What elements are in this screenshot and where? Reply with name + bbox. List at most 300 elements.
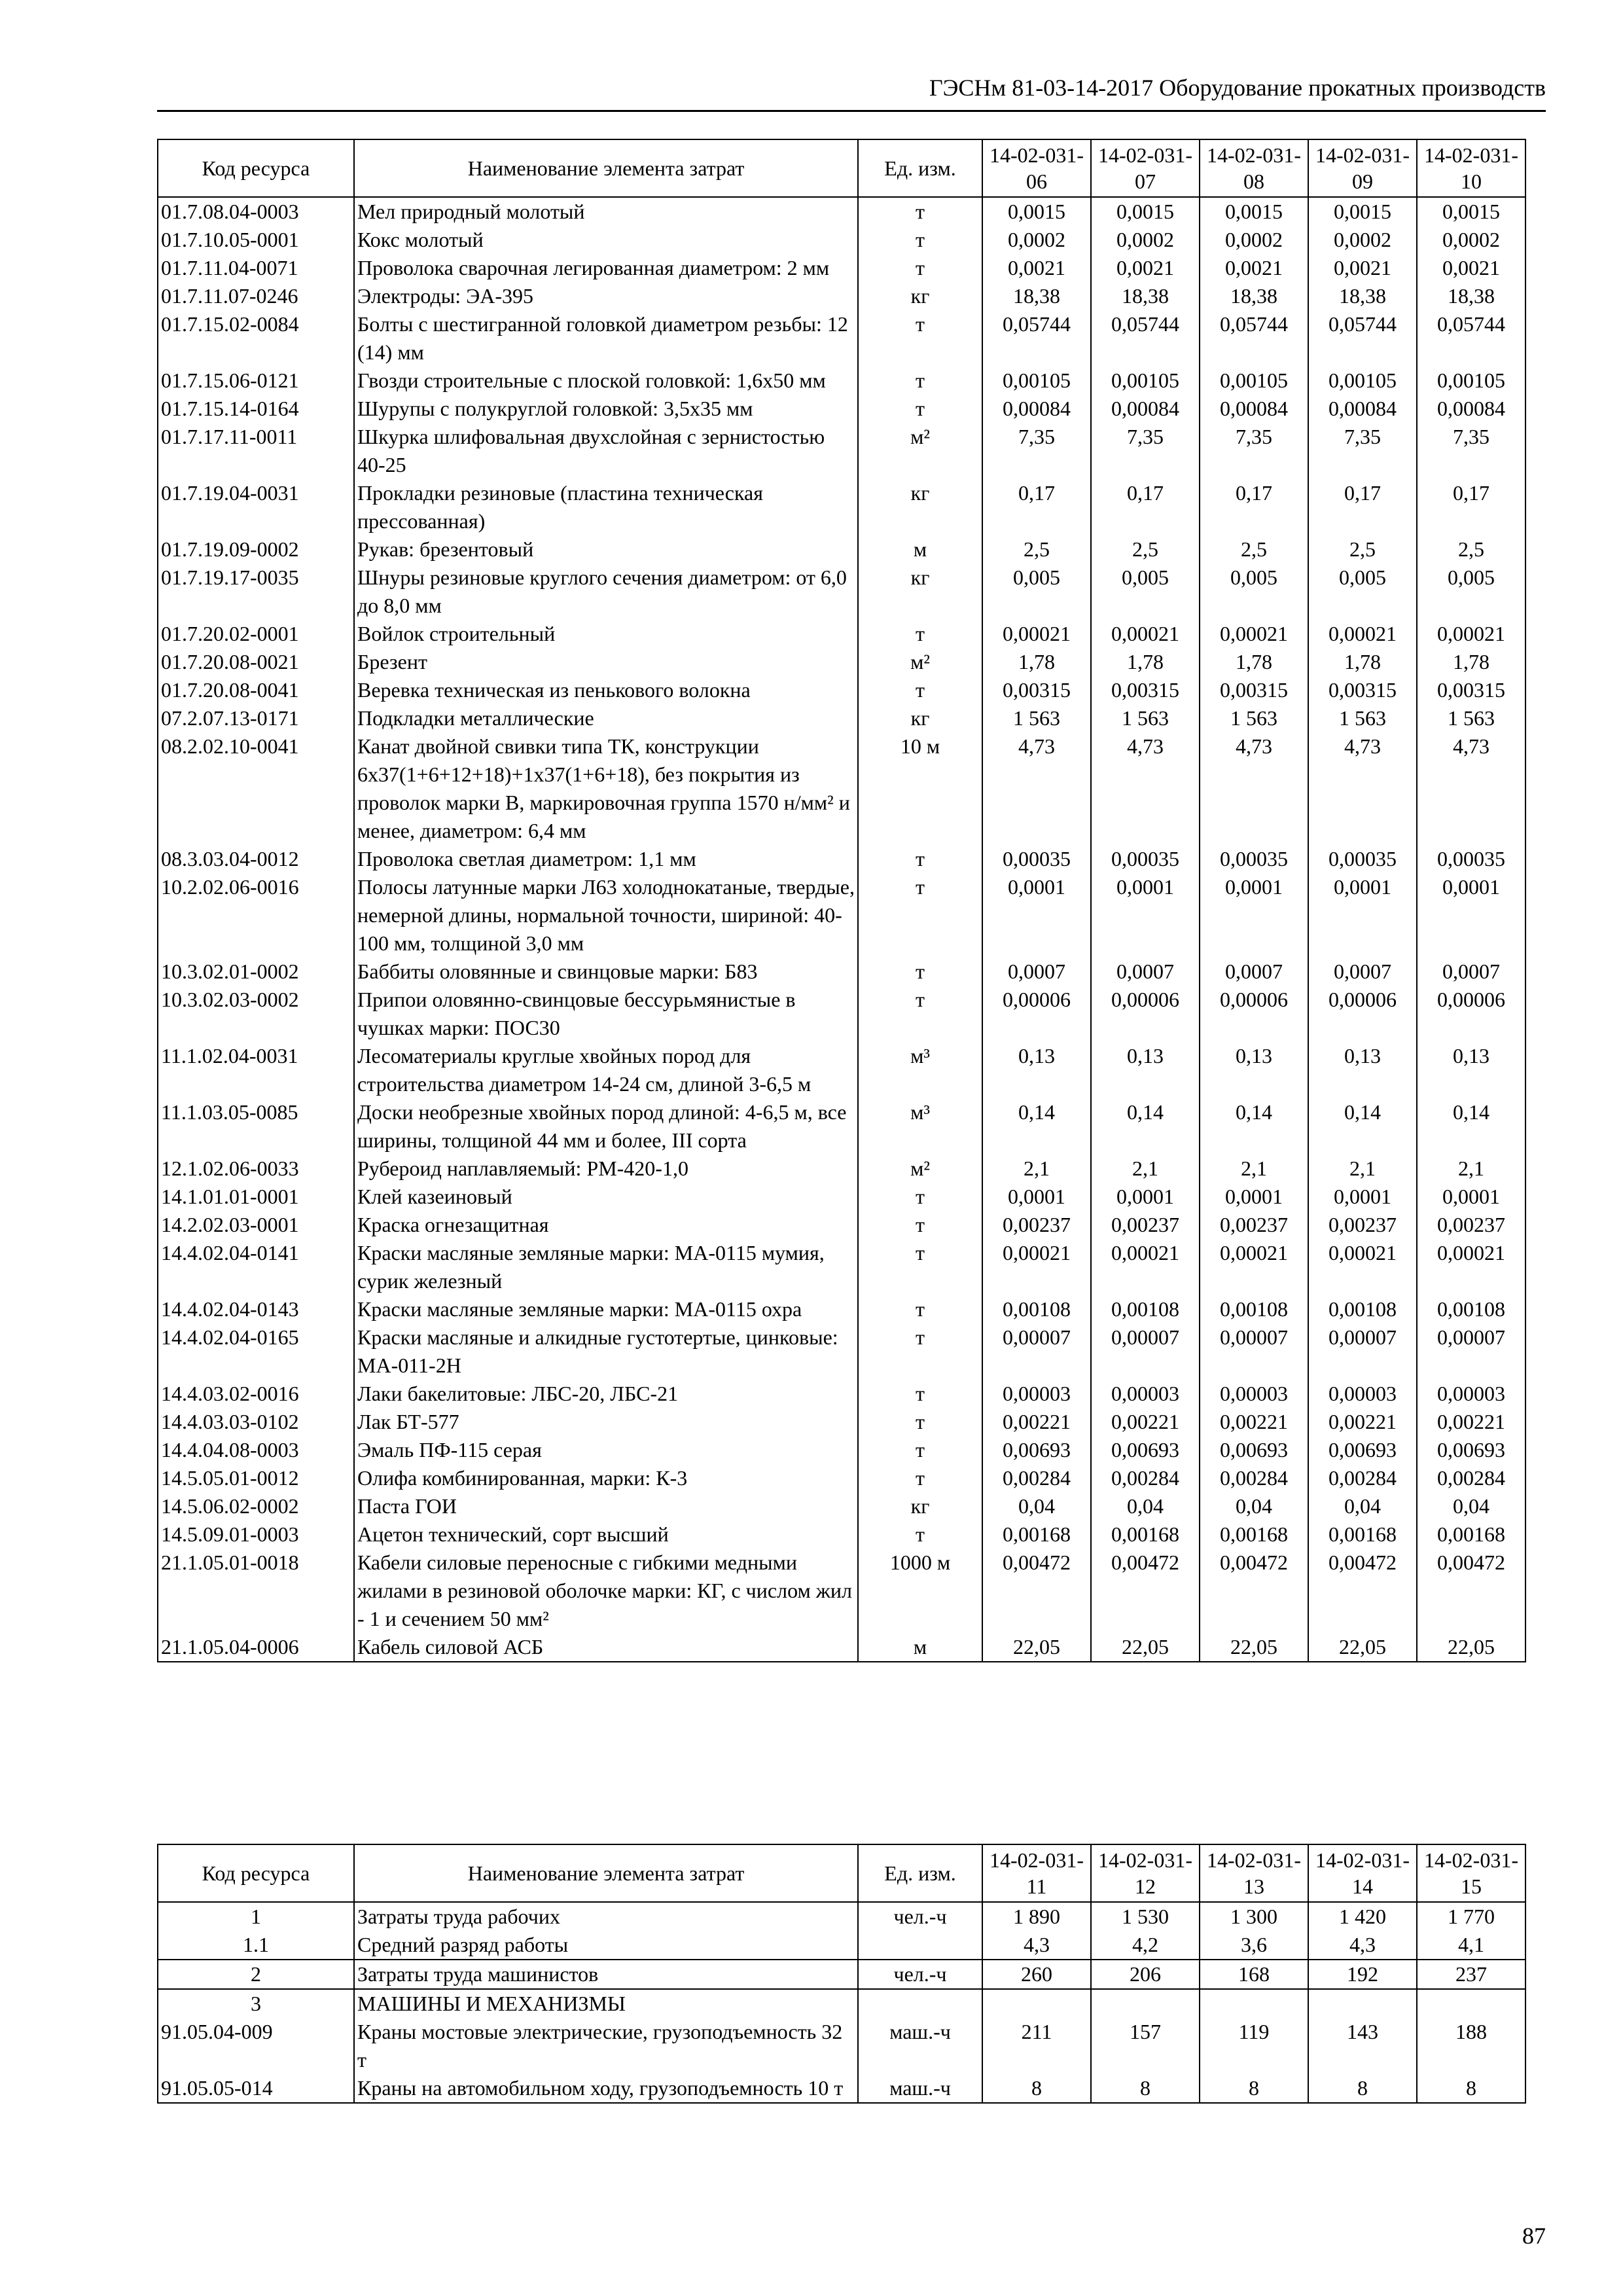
table-row [158,282,1525,310]
resource-value: 1 563 [1308,704,1417,732]
resource-value: 0,0007 [982,958,1091,986]
resource-value: 0,0001 [1091,873,1200,958]
resource-value: 0,00084 [1200,395,1308,423]
resource-code: 01.7.11.04-0071 [158,254,354,282]
resource-value: 2,5 [1417,535,1525,564]
table-row [158,1549,1525,1633]
resource-code: 14.1.01.01-0001 [158,1183,354,1211]
resource-value: 4,3 [1308,1931,1417,1960]
resource-value: 0,00021 [1417,1239,1525,1295]
resource-name: Краски масляные земляные марки: МА-0115 охра [354,1295,858,1323]
resource-value: 0,0001 [1091,1183,1200,1211]
resource-value: 0,17 [1091,479,1200,535]
table-row [158,2074,1525,2103]
table-row [158,1436,1525,1464]
resource-value: 18,38 [1200,282,1308,310]
resource-unit: кг [858,479,982,535]
resource-value: 0,05744 [982,310,1091,367]
resource-code: 14.2.02.03-0001 [158,1211,354,1239]
resource-value: 18,38 [1417,282,1525,310]
resource-value: 1 420 [1308,1902,1417,1931]
resource-unit: маш.-ч [858,2074,982,2103]
resource-name: Доски необрезные хвойных пород длиной: 4-6,5 м, все ширины, толщиной 44 мм и более, III сорта [354,1098,858,1155]
resource-name: Электроды: ЭА-395 [354,282,858,310]
resource-unit: т [858,254,982,282]
resource-value: 0,0001 [982,1183,1091,1211]
resource-name: Краны мостовые электрические, грузоподъемность 32 т [354,2018,858,2074]
resource-value: 0,00035 [1417,845,1525,873]
table-row [158,395,1525,423]
resource-unit: т [858,395,982,423]
resource-value: 0,00168 [1200,1520,1308,1549]
resource-unit: чел.-ч [858,1960,982,1989]
resource-value: 0,00084 [1091,395,1200,423]
resource-code: 3 [158,1989,354,2018]
table-row [158,535,1525,564]
resource-unit: м³ [858,1098,982,1155]
resource-value: 22,05 [982,1633,1091,1662]
table-row [158,1098,1525,1155]
resource-value: 0,14 [982,1098,1091,1155]
table-row [158,986,1525,1042]
column-header: 14-02-031-14 [1308,1844,1417,1902]
table-row [158,197,1525,226]
resource-name: Подкладки металлические [354,704,858,732]
resource-value: 0,0007 [1417,958,1525,986]
table-row [158,845,1525,873]
resource-code: 2 [158,1960,354,1989]
resource-value: 0,00237 [982,1211,1091,1239]
column-header: Наименование элемента затрат [354,1844,858,1902]
resource-value: 7,35 [1200,423,1308,479]
resource-value: 0,0015 [1200,197,1308,226]
resource-name: Брезент [354,648,858,676]
resource-value: 1,78 [1417,648,1525,676]
resource-value: 0,00168 [1091,1520,1200,1549]
resource-unit: т [858,1408,982,1436]
resource-value: 2,1 [1417,1155,1525,1183]
resource-name: Затраты труда рабочих [354,1902,858,1931]
table-row [158,2018,1525,2074]
resource-name: Лаки бакелитовые: ЛБС-20, ЛБС-21 [354,1380,858,1408]
resource-value [1091,1989,1200,2018]
resource-code: 1.1 [158,1931,354,1960]
resource-code: 01.7.10.05-0001 [158,226,354,254]
table-row [158,1239,1525,1295]
resource-value: 0,00035 [1091,845,1200,873]
resource-code: 21.1.05.04-0006 [158,1633,354,1662]
resource-code: 14.5.05.01-0012 [158,1464,354,1492]
resource-value: 0,0001 [982,873,1091,958]
resource-value: 0,14 [1308,1098,1417,1155]
resource-value: 0,00221 [982,1408,1091,1436]
resource-unit: т [858,1211,982,1239]
resource-name: Паста ГОИ [354,1492,858,1520]
resource-value: 0,0015 [1308,197,1417,226]
resource-name: Шнуры резиновые круглого сечения диаметром: от 6,0 до 8,0 мм [354,564,858,620]
resource-code: 01.7.15.06-0121 [158,367,354,395]
resource-value: 0,00035 [1200,845,1308,873]
resource-unit: т [858,620,982,648]
resource-value: 206 [1091,1960,1200,1989]
table-row [158,1492,1525,1520]
table-row [158,704,1525,732]
resource-value: 22,05 [1308,1633,1417,1662]
resource-name: Клей казеиновый [354,1183,858,1211]
resource-unit: т [858,986,982,1042]
resource-code: 12.1.02.06-0033 [158,1155,354,1183]
resource-code: 91.05.05-014 [158,2074,354,2103]
column-header: 14-02-031-15 [1417,1844,1525,1902]
resource-value: 0,00021 [1091,1239,1200,1295]
table-row [158,367,1525,395]
resource-code: 14.5.06.02-0002 [158,1492,354,1520]
resource-value: 0,17 [1200,479,1308,535]
resource-value: 7,35 [1308,423,1417,479]
resource-value: 0,0021 [1200,254,1308,282]
resource-unit: т [858,1239,982,1295]
resource-value: 22,05 [1091,1633,1200,1662]
resource-name: Краски масляные и алкидные густотертые, цинковые: МА-011-2Н [354,1323,858,1380]
resource-value: 0,00108 [1417,1295,1525,1323]
resource-value: 237 [1417,1960,1525,1989]
resource-name: Проволока светлая диаметром: 1,1 мм [354,845,858,873]
resource-value: 0,0001 [1417,1183,1525,1211]
resource-value: 0,005 [1091,564,1200,620]
resource-unit: кг [858,564,982,620]
resource-code: 07.2.07.13-0171 [158,704,354,732]
resource-value: 0,00021 [1200,1239,1308,1295]
resource-value: 1,78 [1308,648,1417,676]
resource-name: Прокладки резиновые (пластина техническая прессованная) [354,479,858,535]
resource-value: 0,00108 [982,1295,1091,1323]
resource-value: 0,00237 [1417,1211,1525,1239]
resource-code: 01.7.15.14-0164 [158,395,354,423]
resource-value: 0,00472 [1091,1549,1200,1633]
resource-value: 0,14 [1417,1098,1525,1155]
resource-unit [858,1989,982,2018]
resource-name: Проволока сварочная легированная диаметром: 2 мм [354,254,858,282]
resource-unit: кг [858,704,982,732]
resource-value: 143 [1308,2018,1417,2074]
resource-name: Шурупы с полукруглой головкой: 3,5х35 мм [354,395,858,423]
resource-name: Полосы латунные марки Л63 холоднокатаные, твердые, немерной длины, нормальной точности, шириной: 40-100 мм, толщиной 3,0 мм [354,873,858,958]
table-row [158,1380,1525,1408]
resource-value: 0,13 [982,1042,1091,1098]
table-row [158,479,1525,535]
table-row [158,1183,1525,1211]
resource-value: 0,04 [982,1492,1091,1520]
resource-value: 0,00284 [982,1464,1091,1492]
resource-code: 14.5.09.01-0003 [158,1520,354,1549]
resource-code: 10.3.02.01-0002 [158,958,354,986]
resource-value: 0,0001 [1200,1183,1308,1211]
resource-value: 1 530 [1091,1902,1200,1931]
resource-value: 0,00221 [1091,1408,1200,1436]
resource-name: Олифа комбинированная, марки: К-3 [354,1464,858,1492]
resource-code: 01.7.08.04-0003 [158,197,354,226]
resource-value: 0,00084 [1417,395,1525,423]
resource-unit: т [858,367,982,395]
resource-unit: кг [858,1492,982,1520]
resource-value: 0,04 [1417,1492,1525,1520]
resource-unit: м [858,535,982,564]
resource-value: 0,00168 [1417,1520,1525,1549]
column-header: 14-02-031-11 [982,1844,1091,1902]
column-header: 14-02-031-06 [982,139,1091,197]
resource-value: 2,5 [1200,535,1308,564]
resource-code: 01.7.20.02-0001 [158,620,354,648]
resource-unit: т [858,1464,982,1492]
resource-value: 0,00003 [982,1380,1091,1408]
resource-value [1417,1989,1525,2018]
resource-value: 260 [982,1960,1091,1989]
resource-name: Средний разряд работы [354,1931,858,1960]
resource-value: 0,00003 [1417,1380,1525,1408]
resource-value: 0,00472 [1200,1549,1308,1633]
resource-value: 0,00108 [1200,1295,1308,1323]
resource-unit: т [858,226,982,254]
table-row [158,1520,1525,1549]
resource-unit: т [858,845,982,873]
table-row [158,732,1525,845]
table-row [158,1902,1525,1931]
resource-value: 18,38 [982,282,1091,310]
resource-name: Баббиты оловянные и свинцовые марки: Б83 [354,958,858,986]
resource-value: 0,0007 [1200,958,1308,986]
resource-value: 22,05 [1417,1633,1525,1662]
resource-value: 0,14 [1200,1098,1308,1155]
resource-value: 0,00021 [1308,620,1417,648]
resource-value: 2,5 [982,535,1091,564]
resource-name: Ацетон технический, сорт высший [354,1520,858,1549]
resource-value: 0,00006 [1200,986,1308,1042]
resource-code: 01.7.15.02-0084 [158,310,354,367]
resource-value: 8 [1091,2074,1200,2103]
column-header: Наименование элемента затрат [354,139,858,197]
resource-value: 0,00315 [982,676,1091,704]
resource-value: 4,73 [1308,732,1417,845]
resource-value: 0,005 [982,564,1091,620]
resource-name: Затраты труда машинистов [354,1960,858,1989]
resource-value: 0,00003 [1200,1380,1308,1408]
column-header: 14-02-031-08 [1200,139,1308,197]
resource-value [1200,1989,1308,2018]
resource-value: 211 [982,2018,1091,2074]
resource-value: 1,78 [1091,648,1200,676]
resource-value: 0,00693 [982,1436,1091,1464]
resource-value: 1 563 [982,704,1091,732]
resource-value: 0,00105 [1308,367,1417,395]
resource-value: 0,00315 [1308,676,1417,704]
resource-value: 18,38 [1091,282,1200,310]
resource-name: Мел природный молотый [354,197,858,226]
table-row [158,310,1525,367]
resource-value: 0,00315 [1417,676,1525,704]
resource-value: 0,005 [1308,564,1417,620]
resource-name: Эмаль ПФ-115 серая [354,1436,858,1464]
column-header: Код ресурса [158,139,354,197]
resource-value: 0,00006 [1091,986,1200,1042]
resource-value: 0,0021 [982,254,1091,282]
resource-code: 01.7.20.08-0041 [158,676,354,704]
resource-unit: т [858,676,982,704]
resource-value: 0,00693 [1417,1436,1525,1464]
resource-code: 21.1.05.01-0018 [158,1549,354,1633]
resource-value: 0,00021 [1308,1239,1417,1295]
resource-value: 18,38 [1308,282,1417,310]
resource-code: 10.2.02.06-0016 [158,873,354,958]
resource-value: 0,14 [1091,1098,1200,1155]
resource-value: 8 [1200,2074,1308,2103]
resource-unit: м² [858,648,982,676]
resource-value: 0,00006 [1417,986,1525,1042]
resource-value: 1 563 [1417,704,1525,732]
resource-value: 0,05744 [1308,310,1417,367]
resource-value [982,1989,1091,2018]
page-number: 87 [1522,2223,1546,2249]
resource-value: 0,0021 [1417,254,1525,282]
resource-value: 0,00472 [982,1549,1091,1633]
resource-value: 0,0001 [1417,873,1525,958]
resource-code: 11.1.03.05-0085 [158,1098,354,1155]
column-header: 14-02-031-10 [1417,139,1525,197]
resource-name: Лак БТ-577 [354,1408,858,1436]
resource-value: 0,04 [1200,1492,1308,1520]
resource-value: 157 [1091,2018,1200,2074]
resource-value: 0,0001 [1200,873,1308,958]
resource-value: 0,0015 [1091,197,1200,226]
resource-value: 0,00472 [1417,1549,1525,1633]
resource-code: 14.4.02.04-0143 [158,1295,354,1323]
resource-value: 0,00237 [1200,1211,1308,1239]
resource-value: 4,3 [982,1931,1091,1960]
resource-unit: м [858,1633,982,1662]
resource-value: 0,0015 [1417,197,1525,226]
resource-value: 0,00105 [1091,367,1200,395]
resource-value: 0,00021 [982,1239,1091,1295]
resource-value: 4,73 [1200,732,1308,845]
resource-value: 0,04 [1091,1492,1200,1520]
resource-value: 0,00003 [1091,1380,1200,1408]
resource-unit: 10 м [858,732,982,845]
resource-unit: м³ [858,1042,982,1098]
resource-value: 2,1 [982,1155,1091,1183]
resource-value: 0,04 [1308,1492,1417,1520]
resource-unit: т [858,1380,982,1408]
resource-code: 01.7.11.07-0246 [158,282,354,310]
resource-value: 0,00221 [1200,1408,1308,1436]
column-header: 14-02-031-13 [1200,1844,1308,1902]
resource-value: 1 563 [1200,704,1308,732]
resource-unit [858,1931,982,1960]
resource-name: Рубероид наплавляемый: РМ-420-1,0 [354,1155,858,1183]
resource-value: 2,1 [1091,1155,1200,1183]
resource-unit: чел.-ч [858,1902,982,1931]
resource-value: 0,0021 [1308,254,1417,282]
resource-value: 0,00035 [982,845,1091,873]
resource-value: 0,00006 [982,986,1091,1042]
resource-value: 0,00007 [1091,1323,1200,1380]
resource-value: 0,13 [1308,1042,1417,1098]
resource-unit: т [858,197,982,226]
resource-value: 0,00003 [1308,1380,1417,1408]
column-header: Ед. изм. [858,1844,982,1902]
running-header [157,71,1546,112]
resource-value: 0,00315 [1091,676,1200,704]
column-header: 14-02-031-12 [1091,1844,1200,1902]
resource-code: 1 [158,1902,354,1931]
resource-unit: т [858,1520,982,1549]
resource-code: 14.4.04.08-0003 [158,1436,354,1464]
resource-value: 7,35 [1091,423,1200,479]
resources-table-2 [157,1844,1526,2104]
resource-value: 0,00035 [1308,845,1417,873]
resource-value: 0,0002 [982,226,1091,254]
resource-value: 0,00021 [1091,620,1200,648]
resource-value: 1 770 [1417,1902,1525,1931]
resource-value: 0,13 [1200,1042,1308,1098]
table-row [158,873,1525,958]
resource-value: 0,00105 [982,367,1091,395]
table-row [158,1323,1525,1380]
resource-value: 0,0002 [1091,226,1200,254]
resource-value: 3,6 [1200,1931,1308,1960]
resource-code: 14.4.03.02-0016 [158,1380,354,1408]
resource-unit: т [858,958,982,986]
table-row [158,1042,1525,1098]
resource-value: 8 [1308,2074,1417,2103]
resource-value: 0,0021 [1091,254,1200,282]
resource-value: 0,00007 [1417,1323,1525,1380]
resource-value: 0,00237 [1091,1211,1200,1239]
resource-value: 0,005 [1200,564,1308,620]
resource-value: 0,0002 [1417,226,1525,254]
table-header-row [158,1844,1525,1902]
resource-name: Кабель силовой АСБ [354,1633,858,1662]
resource-value: 0,13 [1091,1042,1200,1098]
resource-value: 0,0001 [1308,873,1417,958]
resource-value: 0,13 [1417,1042,1525,1098]
resource-code: 14.4.03.03-0102 [158,1408,354,1436]
column-header: Код ресурса [158,1844,354,1902]
running-header-title: ГЭСНм 81-03-14-2017 Оборудование прокатных производств [929,75,1546,101]
resource-value: 0,00168 [1308,1520,1417,1549]
resource-value: 2,5 [1308,535,1417,564]
resource-name: МАШИНЫ И МЕХАНИЗМЫ [354,1989,858,2018]
table-row [158,1211,1525,1239]
table-row [158,1155,1525,1183]
resource-value: 0,00021 [1200,620,1308,648]
resource-unit: маш.-ч [858,2018,982,2074]
resource-name: Войлок строительный [354,620,858,648]
resource-value: 0,00108 [1308,1295,1417,1323]
resource-value: 0,00007 [1308,1323,1417,1380]
table-row [158,254,1525,282]
resource-code: 91.05.04-009 [158,2018,354,2074]
resource-value: 8 [1417,2074,1525,2103]
table-header-row [158,139,1525,197]
resource-code: 11.1.02.04-0031 [158,1042,354,1098]
resource-value: 0,17 [1308,479,1417,535]
resource-value: 0,0015 [982,197,1091,226]
resource-value: 0,00168 [982,1520,1091,1549]
resource-value: 0,00108 [1091,1295,1200,1323]
resource-value: 0,05744 [1417,310,1525,367]
table-row [158,1408,1525,1436]
table-row [158,226,1525,254]
resource-name: Краны на автомобильном ходу, грузоподъемность 10 т [354,2074,858,2103]
